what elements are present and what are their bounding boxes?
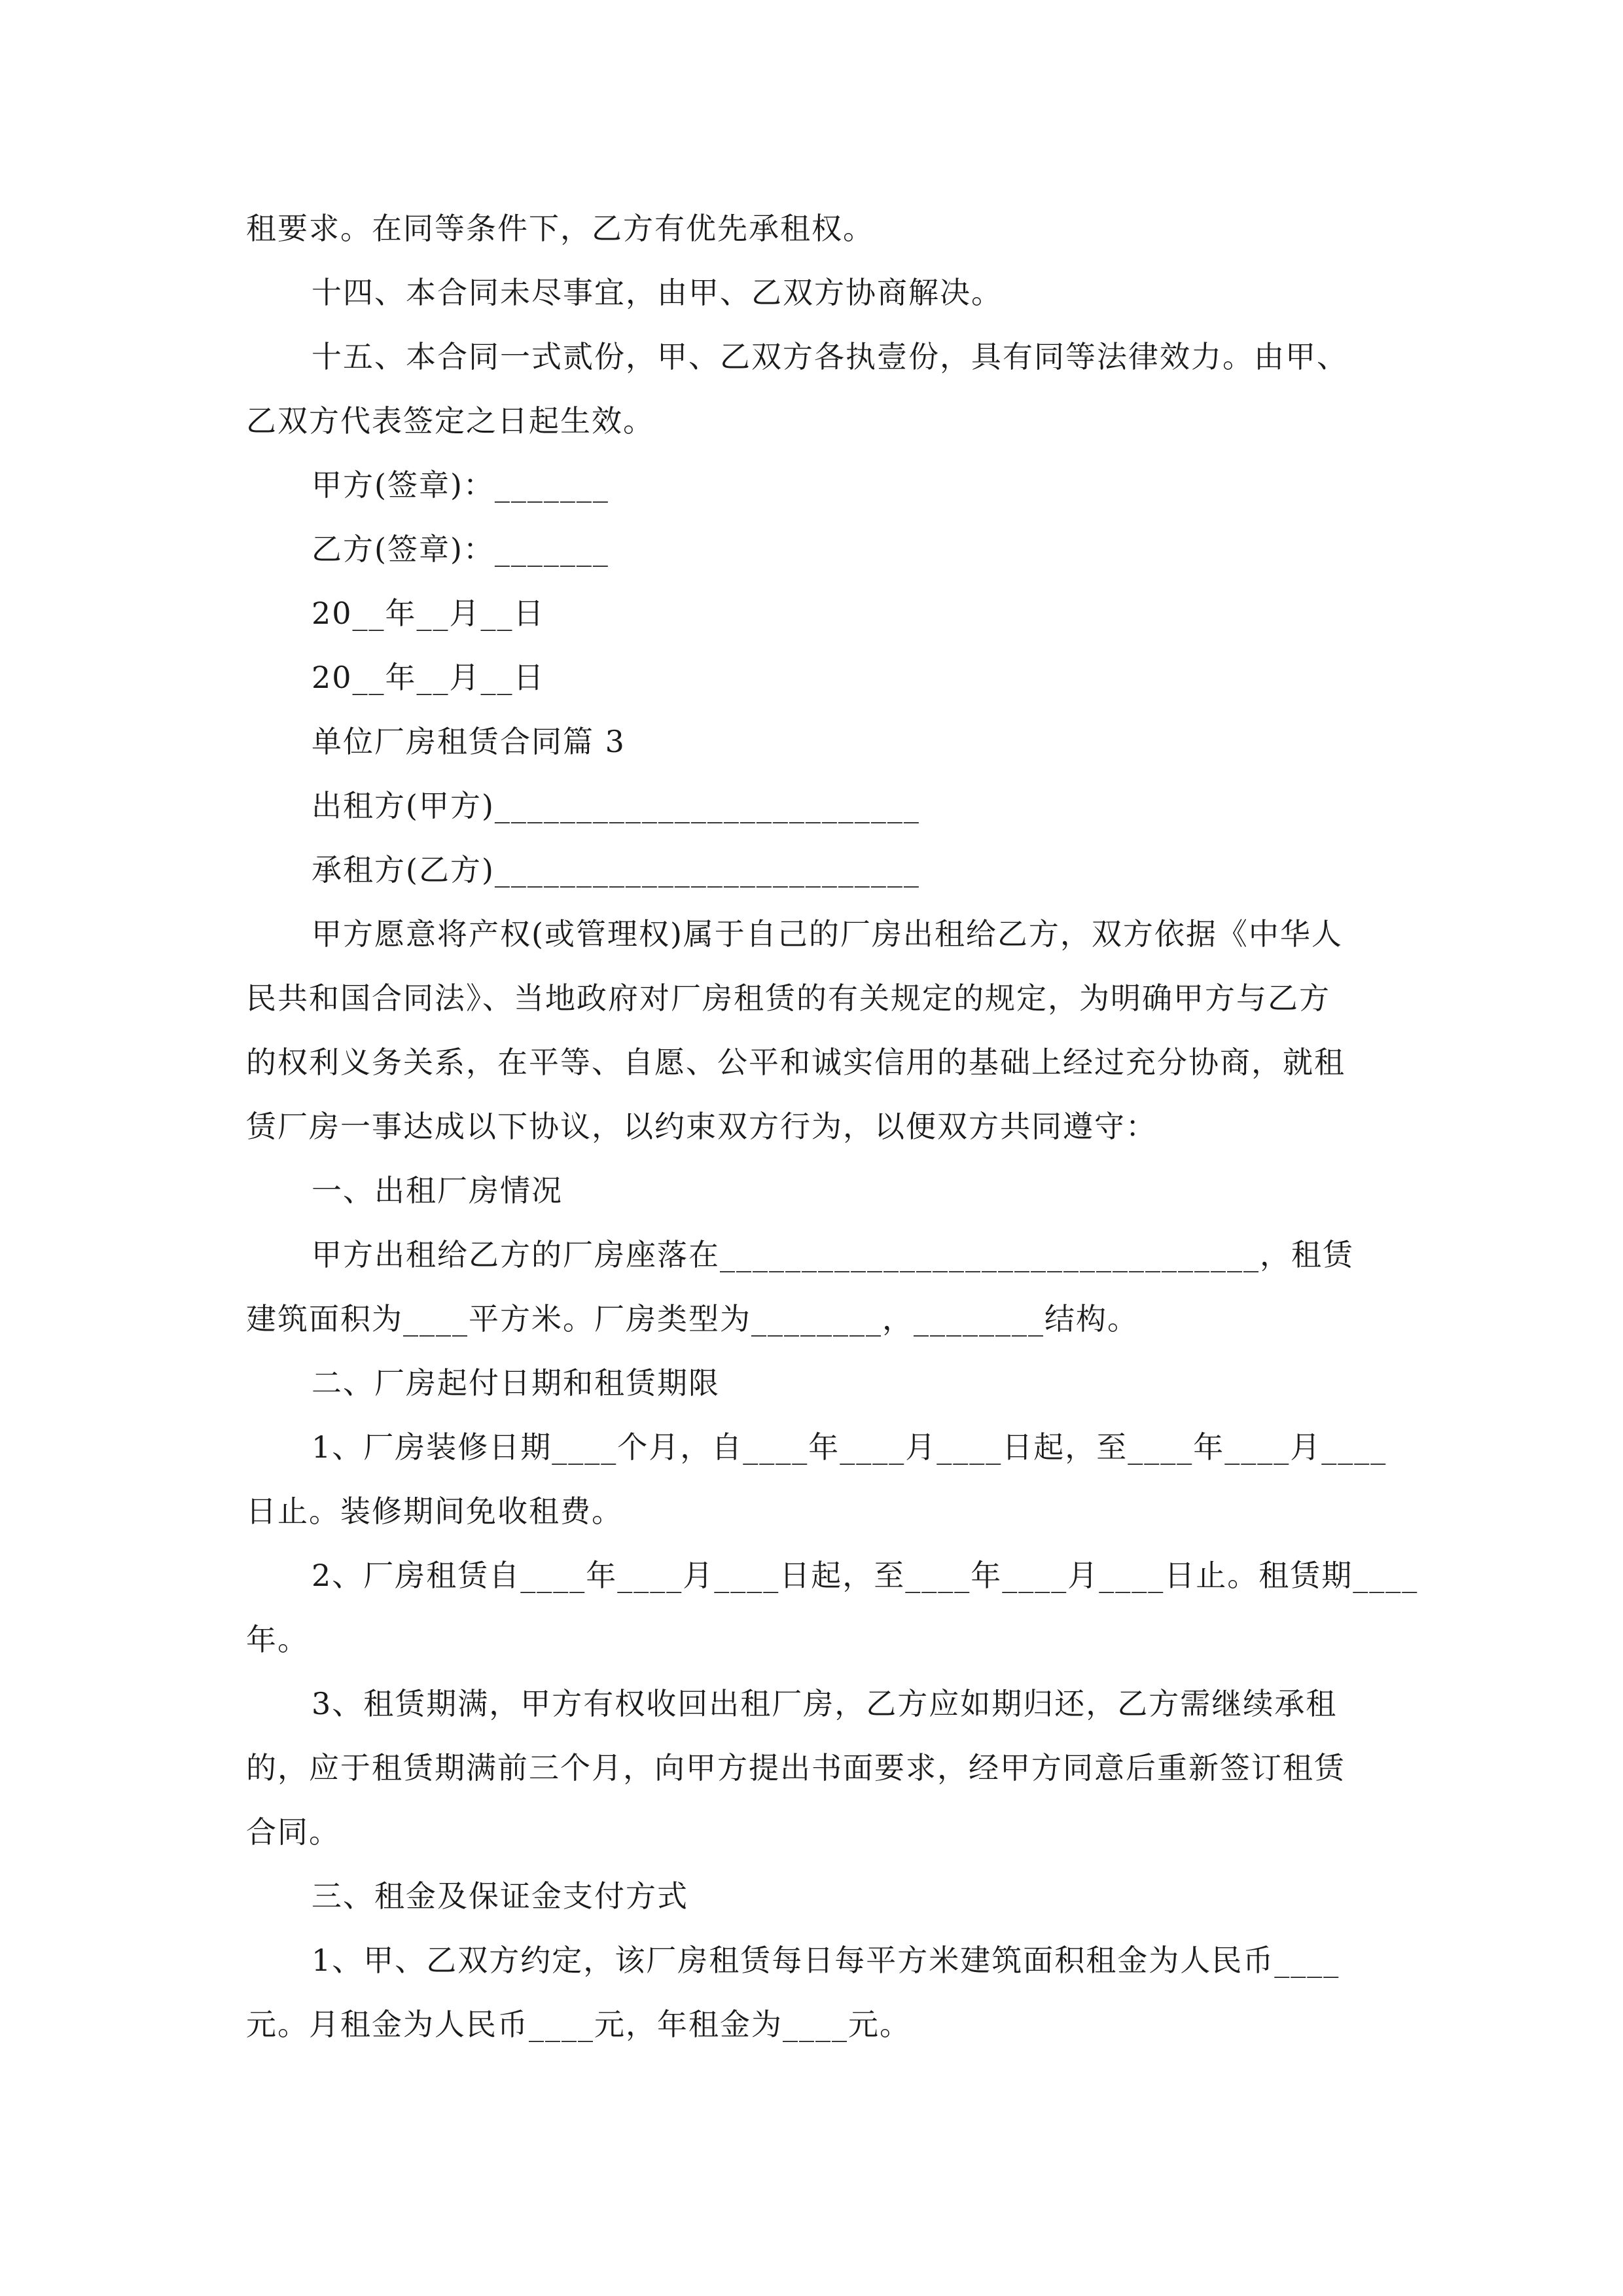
text-line: 赁厂房一事达成以下协议，以约束双方行为，以便双方共同遵守： xyxy=(246,1109,1157,1144)
section-title: 单位厂房租赁合同篇 3 xyxy=(312,724,626,759)
text-line: 日止。装修期间免收租费。 xyxy=(246,1494,623,1529)
text-line: 甲方愿意将产权(或管理权)属于自己的厂房出租给乙方，双方依据《中华人 xyxy=(312,916,1343,952)
text-line: 甲方出租给乙方的厂房座落在_________________________________，租赁 xyxy=(312,1237,1354,1272)
lessor-field: 出租方(甲方)__________________________ xyxy=(312,788,920,823)
text-line: 的，应于租赁期满前三个月，向甲方提出书面要求，经甲方同意后重新签订租赁 xyxy=(246,1750,1346,1785)
text-line: 1、甲、乙双方约定，该厂房租赁每日每平方米建筑面积租金为人民币____ xyxy=(312,1943,1340,1978)
text-line: 3、租赁期满，甲方有权收回出租厂房，乙方应如期归还，乙方需继续承租 xyxy=(312,1686,1338,1721)
date-line: 20__年__月__日 xyxy=(312,596,545,631)
signature-line-party-a: 甲方(签章)：_______ xyxy=(312,467,609,503)
text-line: 十五、本合同一式贰份，甲、乙双方各执壹份，具有同等法律效力。由甲、 xyxy=(312,339,1348,374)
text-line: 十四、本合同未尽事宜，由甲、乙双方协商解决。 xyxy=(312,275,1003,310)
text-line: 合同。 xyxy=(246,1814,340,1850)
clause-heading: 一、出租厂房情况 xyxy=(312,1173,563,1208)
clause-heading: 二、厂房起付日期和租赁期限 xyxy=(312,1365,720,1401)
lessee-field: 承租方(乙方)__________________________ xyxy=(312,852,920,888)
text-line: 年。 xyxy=(246,1622,309,1657)
document-body xyxy=(246,196,1419,2056)
date-line: 20__年__月__日 xyxy=(312,660,545,695)
text-line: 租要求。在同等条件下，乙方有优先承租权。 xyxy=(246,211,874,246)
text-line: 2、厂房租赁自____年____月____日起，至____年____月____日止。租赁期____ xyxy=(312,1558,1419,1593)
text-line: 民共和国合同法》、当地政府对厂房租赁的有关规定的规定，为明确甲方与乙方 xyxy=(246,980,1330,1016)
text-line: 1、厂房装修日期____个月，自____年____月____日起，至____年____月____ xyxy=(312,1429,1387,1465)
clause-heading: 三、租金及保证金支付方式 xyxy=(312,1878,688,1914)
text-line: 元。月租金为人民币____元，年租金为____元。 xyxy=(246,2007,911,2042)
text-line: 建筑面积为____平方米。厂房类型为________，________结构。 xyxy=(246,1301,1139,1336)
text-line: 的权利义务关系，在平等、自愿、公平和诚实信用的基础上经过充分协商，就租 xyxy=(246,1045,1346,1080)
text-line: 乙双方代表签定之日起生效。 xyxy=(246,403,654,439)
signature-line-party-b: 乙方(签章)：_______ xyxy=(312,531,609,567)
